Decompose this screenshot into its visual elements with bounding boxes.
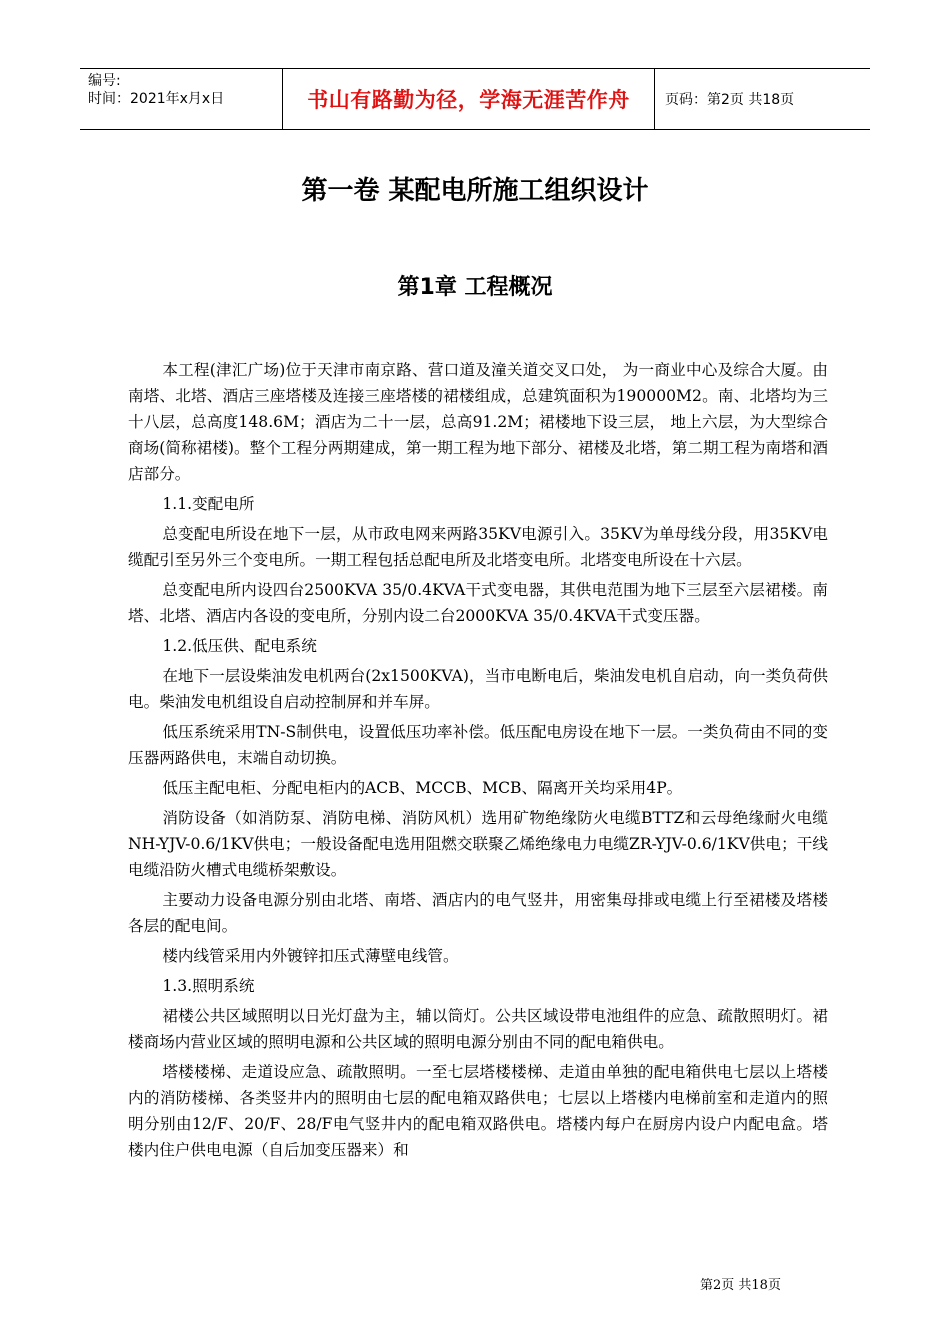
document-number-label: 编号: bbox=[88, 73, 121, 89]
header-motto: 书山有路勤为径，学海无涯苦作舟 bbox=[283, 69, 655, 129]
document-title: 第一卷 某配电所施工组织设计 bbox=[301, 176, 649, 206]
header-meta bbox=[80, 69, 283, 129]
page-header bbox=[80, 68, 870, 130]
document-date: 时间：2021年x月x日 bbox=[88, 91, 225, 107]
paragraph: 楼内线管采用内外镀锌扣压式薄壁电线管。 bbox=[162, 947, 459, 965]
paragraph: 裙楼公共区域照明以日光灯盘为主，辅以筒灯。公共区域设带电池组件的应急、疏散照明灯。裙楼商场内营业区域的照明电源和公共区域的照明电源分别由不同的配电箱供电。 bbox=[128, 1007, 828, 1051]
paragraph: 消防设备（如消防泵、消防电梯、消防风机）选用矿物绝缘防火电缆BTTZ和云母绝缘耐火电缆NH-YJV-0.6/1KV供电；一般设备配电选用阻燃交联聚乙烯绝缘电力电缆ZR-YJV-0.6/1KV供电；干线电缆沿防火槽式电缆桥架敷设。 bbox=[128, 809, 828, 879]
paragraph: 总变配电所内设四台2500KVA 35/0.4KVA干式变电器，其供电范围为地下三层至六层裙楼。南塔、北塔、酒店内各设的变电所，分别内设二台2000KVA 35/0.4KVA干式变压器。 bbox=[128, 581, 828, 625]
section-heading-1-3: 1.3.照明系统 bbox=[162, 977, 255, 995]
paragraph-overview: 本工程(津汇广场)位于天津市南京路、营口道及潼关道交叉口处， 为一商业中心及综合大厦。由南塔、北塔、酒店三座塔楼及连接三座塔楼的裙楼组成，总建筑面积为190000M2。南、北塔均为三十八层，总高度148.6M；酒店为二十一层，总高91.2M；裙楼地下设三层， 地上六层，为大型综合商场(简称裙楼)。整个工程分两期建成，第一期工程为地下部分、裙楼及北塔，第二期工程为南塔和酒店部分。 bbox=[128, 361, 828, 483]
paragraph: 低压系统采用TN-S制供电，设置低压功率补偿。低压配电房设在地下一层。一类负荷由不同的变压器两路供电，末端自动切换。 bbox=[128, 723, 828, 767]
paragraph: 塔楼楼梯、走道设应急、疏散照明。一至七层塔楼楼梯、走道由单独的配电箱供电七层以上塔楼内的消防楼梯、各类竖井内的照明由七层的配电箱双路供电；七层以上塔楼内电梯前室和走道内的照明分别由12/F、20/F、28/F电气竖井内的配电箱双路供电。塔楼内每户在厨房内设户内配电盒。塔楼内住户供电电源（自后加变压器来）和 bbox=[128, 1063, 828, 1159]
paragraph: 总变配电所设在地下一层，从市政电网来两路35KV电源引入。35KV为单母线分段，用35KV电缆配引至另外三个变电所。一期工程包括总配电所及北塔变电所。北塔变电所设在十六层。 bbox=[128, 525, 828, 569]
paragraph: 低压主配电柜、分配电柜内的ACB、MCCB、MCB、隔离开关均采用4P。 bbox=[162, 779, 683, 797]
paragraph: 在地下一层设柴油发电机两台(2x1500KVA)，当市电断电后，柴油发电机自启动，向一类负荷供电。柴油发电机组设自启动控制屏和并车屏。 bbox=[128, 667, 828, 711]
section-heading-1-2: 1.2.低压供、配电系统 bbox=[162, 637, 317, 655]
header-page-number: 页码：第2页 共18页 bbox=[665, 92, 795, 108]
paragraph: 主要动力设备电源分别由北塔、南塔、酒店内的电气竖井，用密集母排或电缆上行至裙楼及塔楼各层的配电间。 bbox=[128, 891, 828, 935]
body-text bbox=[128, 357, 828, 1167]
page-footer: 第2页 共18页 bbox=[700, 1278, 781, 1293]
chapter-title: 第1章 工程概况 bbox=[397, 275, 553, 300]
section-heading-1-1: 1.1.变配电所 bbox=[162, 495, 255, 513]
